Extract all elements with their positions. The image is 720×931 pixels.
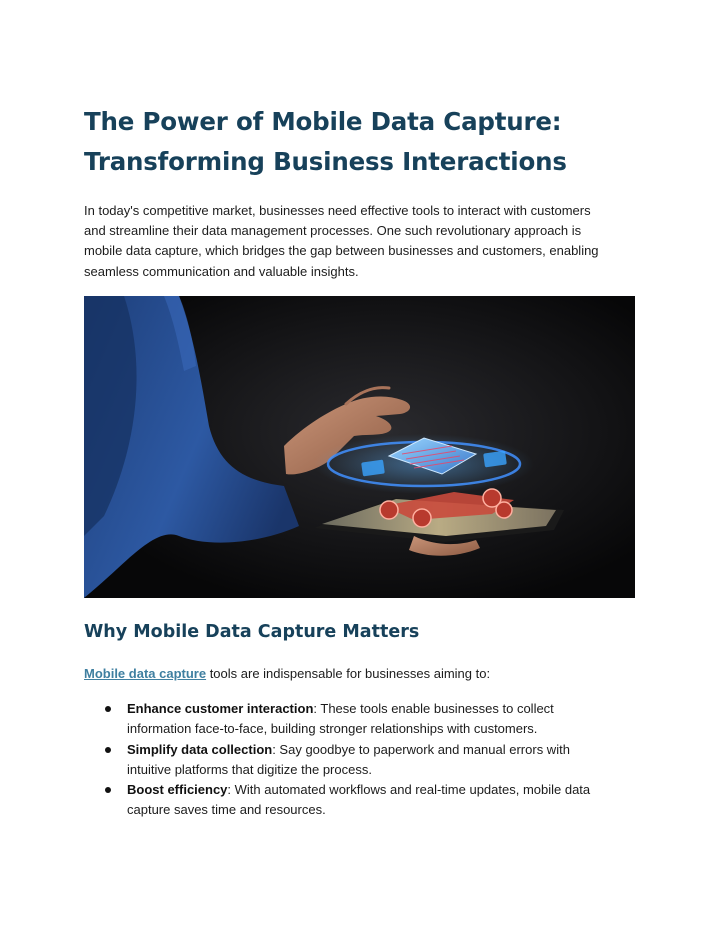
bullet-text-continued: capture saves time and resources. bbox=[127, 802, 326, 818]
section-lead-rest: tools are indispensable for businesses aiming to: bbox=[206, 666, 491, 681]
hero-illustration bbox=[84, 296, 635, 598]
mobile-data-capture-link[interactable]: Mobile data capture bbox=[84, 666, 207, 681]
bullet-icon bbox=[105, 787, 111, 793]
intro-paragraph bbox=[84, 201, 644, 282]
section-heading: Why Mobile Data Capture Matters bbox=[84, 622, 420, 642]
intro-line-2: and streamline their data management processes. One such revolutionary approach is bbox=[84, 223, 582, 239]
intro-line-4: seamless communication and valuable insights. bbox=[84, 263, 359, 279]
benefits-list bbox=[84, 699, 644, 821]
bullet-term: Simplify data collection bbox=[127, 741, 273, 757]
bullet-icon bbox=[105, 747, 111, 753]
intro-line-3: mobile data capture, which bridges the gap between businesses and customers, enabling bbox=[84, 243, 599, 259]
section-lead bbox=[84, 664, 490, 684]
page-title bbox=[84, 102, 644, 182]
bullet-text: : With automated workflows and real-time updates, mobile data bbox=[227, 782, 591, 798]
bullet-text-continued: intuitive platforms that digitize the process. bbox=[127, 761, 372, 777]
intro-line-1: In today's competitive market, businesses need effective tools to interact with customers bbox=[84, 203, 591, 218]
hero-image bbox=[84, 296, 635, 598]
bullet-term: Enhance customer interaction bbox=[127, 701, 314, 716]
bullet-icon bbox=[105, 706, 111, 712]
bullet-text: : Say goodbye to paperwork and manual errors with bbox=[272, 741, 570, 757]
bullet-term: Boost efficiency bbox=[127, 782, 228, 798]
page-title-line-1: The Power of Mobile Data Capture: bbox=[84, 107, 562, 136]
bullet-text-continued: information face-to-face, building stronger relationships with customers. bbox=[127, 721, 538, 737]
page-title-line-2: Transforming Business Interactions bbox=[84, 147, 567, 176]
list-item bbox=[84, 740, 644, 781]
list-item bbox=[84, 780, 644, 821]
bullet-text: : These tools enable businesses to collect bbox=[313, 701, 554, 716]
list-item bbox=[84, 699, 644, 740]
